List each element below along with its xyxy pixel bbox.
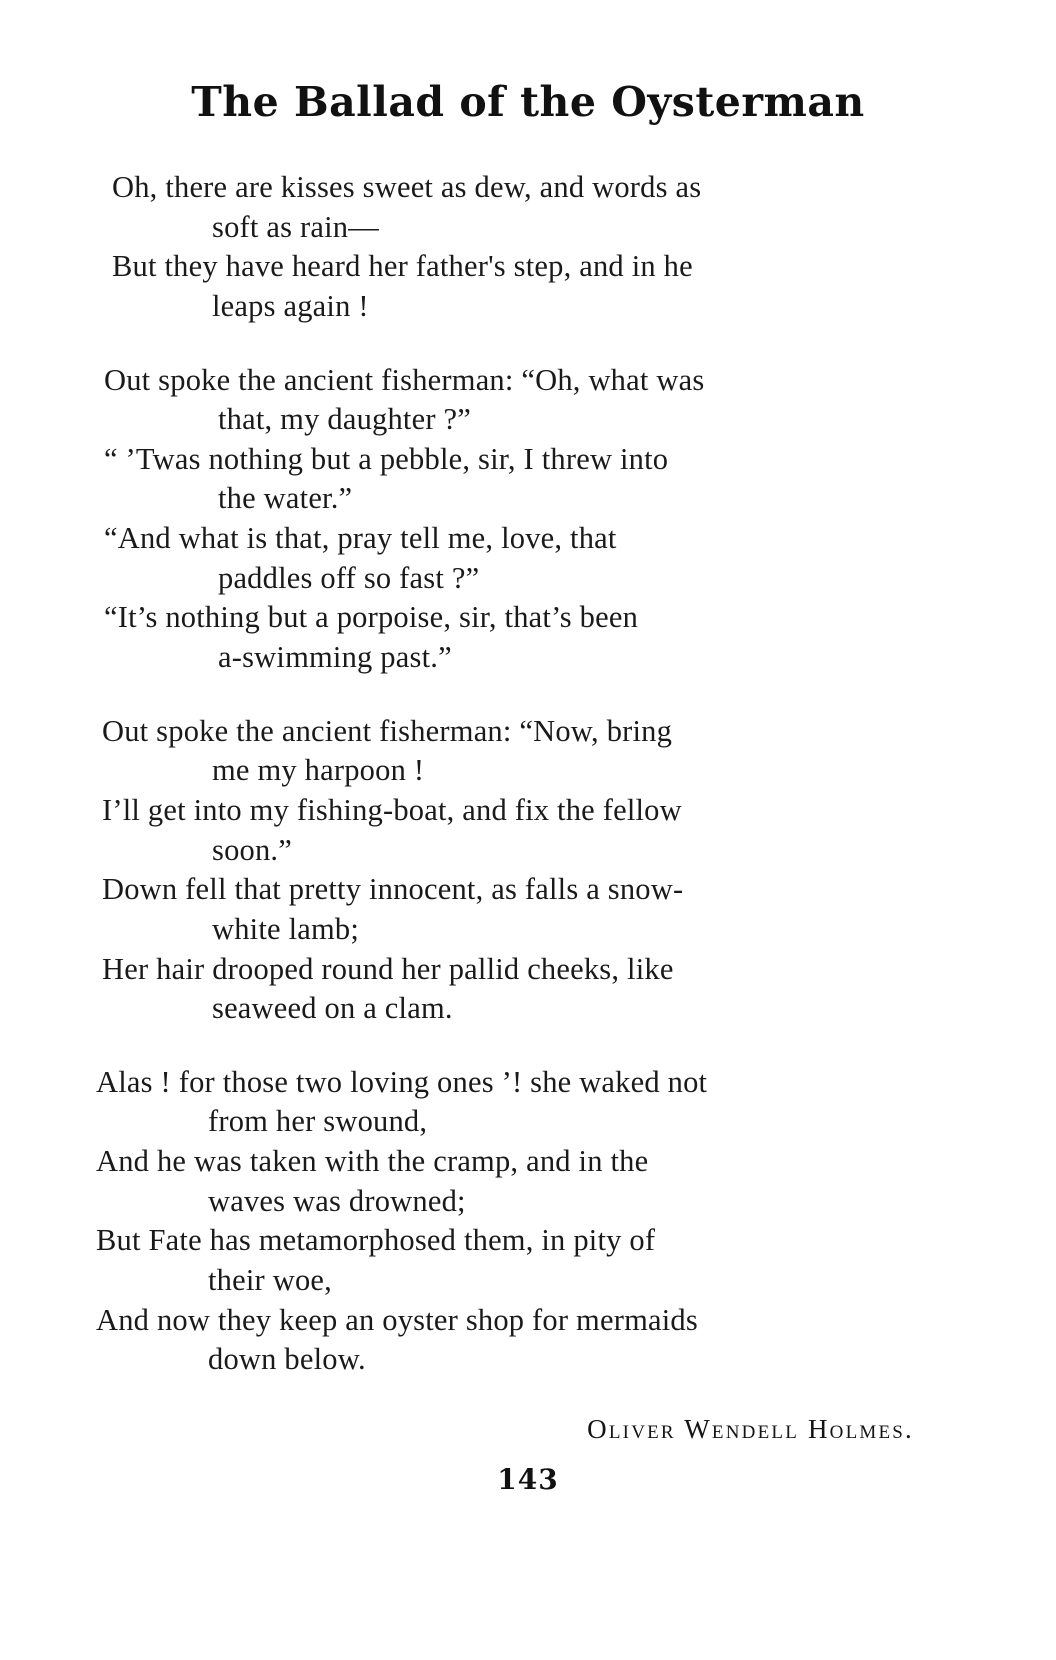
poem-line: Out spoke the ancient fisherman: “Now, bring	[102, 713, 673, 748]
poem-line: their woe,	[208, 1263, 332, 1298]
poem-line: that, my daughter ?”	[218, 402, 471, 437]
poem-line: Down fell that pretty innocent, as falls a snow-	[102, 872, 684, 907]
poem-line: seaweed on a clam.	[212, 991, 453, 1026]
poem-line: Oh, there are kisses sweet as dew, and words as	[112, 170, 702, 204]
poem-line: soft as rain—	[212, 209, 379, 244]
poem-line: soon.”	[212, 832, 292, 867]
poem-line: I’ll get into my fishing-boat, and fix the fellow	[102, 792, 682, 827]
poem-line: “And what is that, pray tell me, love, that	[104, 521, 617, 556]
poem-line: Her hair drooped round her pallid cheeks, like	[102, 951, 674, 986]
poem-line: And he was taken with the cramp, and in the	[96, 1144, 649, 1179]
poem-line: But they have heard her father's step, and in he	[112, 249, 693, 284]
poem-line: waves was drowned;	[208, 1183, 466, 1218]
page-number: 143	[497, 1462, 559, 1496]
poem-line: “It’s nothing but a porpoise, sir, that’s been	[104, 600, 639, 635]
poem-line: paddles off so fast ?”	[218, 560, 480, 595]
stanza	[90, 1063, 966, 1380]
poem-line: a-swimming past.”	[218, 640, 452, 675]
poem-line: “ ’Twas nothing but a pebble, sir, I threw into	[104, 441, 669, 476]
poem-line: white lamb;	[212, 911, 360, 946]
poem-line: the water.”	[218, 481, 353, 516]
poem-line: me my harpoon !	[212, 753, 425, 788]
poem-line: But Fate has metamorphosed them, in pity of	[96, 1223, 656, 1258]
poem-line: down below.	[208, 1342, 366, 1377]
poem-line: Alas ! for those two loving ones ’! she waked not	[96, 1064, 708, 1099]
stanza	[90, 361, 966, 678]
poem-line: Out spoke the ancient fisherman: “Oh, what was	[104, 362, 705, 397]
poem-line: from her swound,	[208, 1104, 428, 1139]
poem-line: And now they keep an oyster shop for mermaids	[96, 1302, 698, 1337]
stanza	[90, 712, 966, 1029]
author-attribution: Oliver Wendell Holmes.	[587, 1413, 914, 1444]
poem-line: leaps again !	[212, 288, 369, 323]
page-title: The Ballad of the Oysterman	[191, 78, 865, 126]
stanza	[90, 168, 966, 327]
